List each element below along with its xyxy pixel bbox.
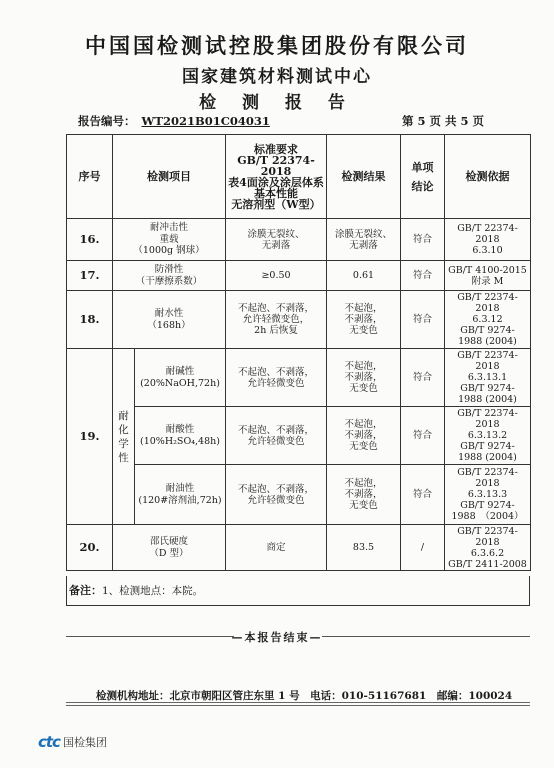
test-result-line: 涂膜无裂纹、	[334, 228, 392, 240]
institution-address: 检测机构地址：北京市朝阳区管庄东里 1 号 电话：010-51167681 邮编：100024	[96, 690, 513, 702]
header-item: 检测项目	[113, 135, 226, 219]
remarks-label: 备注：	[69, 584, 102, 597]
test-item	[135, 349, 226, 407]
table-row	[67, 291, 531, 349]
remarks-box	[66, 576, 530, 606]
test-result-line: 无剥落	[349, 239, 378, 251]
requirement-line: 不起泡、不剥落，	[237, 366, 314, 378]
test-item-line: （168h）	[147, 319, 191, 331]
test-result-line: 不剥落，	[344, 314, 383, 325]
requirement	[226, 349, 327, 407]
header-standard-line: GB/T 22374-2018	[237, 153, 315, 178]
test-item-line: （1000g 钢球）	[133, 245, 205, 257]
footer-rule	[66, 702, 530, 703]
end-of-report: —本报告结束—	[231, 631, 323, 644]
test-result	[327, 349, 401, 407]
verdict: 符合	[401, 219, 445, 261]
test-basis-line: 6.3.12	[472, 314, 503, 325]
test-item-line: 耐碱性	[165, 366, 195, 377]
test-basis	[445, 261, 531, 291]
test-item-line: (120#溶剂油,72h)	[138, 494, 222, 506]
test-result	[327, 407, 401, 465]
page-info: 第 5 页 共 5 页	[402, 114, 485, 128]
test-basis-line: 6.3.6.2	[470, 547, 505, 559]
test-item-line: （D 型）	[149, 547, 189, 559]
verdict: 符合	[401, 407, 445, 465]
test-basis-line: GB/T 22374-2018	[457, 292, 518, 314]
requirement	[226, 219, 327, 261]
requirement-line: 不起泡、不剥落，	[237, 303, 314, 314]
test-item-line: (10%H₂SO₄,48h)	[140, 435, 220, 447]
test-result-line: 83.5	[352, 542, 375, 553]
requirement-line: 允许轻微变色	[247, 494, 305, 506]
verdict: 符合	[401, 261, 445, 291]
requirement-line: 商定	[266, 542, 286, 553]
requirement	[226, 261, 327, 291]
test-basis-line: GB/T 2411-2008	[448, 558, 527, 570]
test-result	[327, 291, 401, 349]
row-number: 20.	[67, 525, 113, 571]
test-basis-line: GB/T 22374-2018	[457, 408, 518, 430]
table-header-row	[67, 135, 531, 219]
table-row	[67, 261, 531, 291]
report-number-label: 报告编号：	[78, 114, 136, 128]
requirement	[226, 291, 327, 349]
test-item-line: 耐酸性	[165, 424, 195, 435]
test-basis	[445, 525, 531, 571]
ctc-logo	[38, 733, 107, 751]
header-standard-line: 无溶剂型（W型）	[231, 197, 321, 211]
test-result-line: 0.61	[352, 270, 375, 281]
report-number	[78, 113, 270, 129]
test-item	[113, 219, 226, 261]
ctc-logo-icon: ctc	[38, 733, 60, 751]
verdict: /	[401, 525, 445, 571]
test-result	[327, 261, 401, 291]
requirement	[226, 525, 327, 571]
footer-rule	[66, 705, 530, 706]
requirement-line: 无剥落	[261, 239, 291, 251]
test-result-line: 不剥落，	[344, 430, 383, 441]
row-number: 19.	[67, 349, 113, 525]
test-item-line: 防滑性	[154, 264, 184, 275]
test-result-line: 不剥落，	[344, 489, 383, 500]
test-basis	[445, 349, 531, 407]
table-row	[67, 219, 531, 261]
table-row	[67, 525, 531, 571]
test-item-line: 重载	[159, 233, 179, 245]
test-basis-line: GB/T 9274-	[460, 500, 515, 511]
test-basis-line: GB/T 22374-2018	[457, 223, 518, 245]
test-result-line: 不起泡，	[344, 303, 383, 314]
end-of-report-text: 本报告结束	[244, 631, 310, 644]
group-label: 耐化学性	[118, 409, 129, 464]
test-item-line: 邵氏硬度	[149, 536, 188, 547]
requirement-line: 允许轻微变色	[247, 435, 305, 447]
test-basis-line: GB/T 9274-	[460, 441, 515, 452]
row-number: 16.	[67, 219, 113, 261]
test-basis-line: 1988 (2004)	[458, 452, 517, 463]
header-seq: 序号	[67, 135, 113, 219]
report-number-value: WT2021B01C04031	[141, 114, 270, 128]
test-basis-line: 附录 M	[471, 275, 504, 287]
requirement-line: 允许轻微变色，	[242, 314, 310, 325]
requirement-line: 允许轻微变色	[247, 377, 305, 389]
header-verdict-line: 结论	[411, 179, 434, 193]
test-basis	[445, 219, 531, 261]
verdict: 符合	[401, 465, 445, 525]
test-basis-line: GB/T 22374-2018	[457, 525, 518, 548]
row-number: 17.	[67, 261, 113, 291]
verdict: 符合	[401, 291, 445, 349]
requirement	[226, 407, 327, 465]
test-result	[327, 525, 401, 571]
test-basis	[445, 465, 531, 525]
test-basis	[445, 291, 531, 349]
document-title: 检 测 报 告	[199, 93, 355, 113]
requirement-line: 2h 后恢复	[254, 325, 298, 336]
test-result-line: 无变色	[349, 325, 378, 336]
test-item-line: （干摩擦系数）	[135, 275, 203, 287]
table-row	[67, 465, 531, 525]
verdict: 符合	[401, 349, 445, 407]
requirement-line: 涂膜无裂纹、	[247, 228, 305, 240]
test-basis-line: 6.3.13.1	[467, 372, 508, 383]
test-basis-line: 1988 (2004)	[458, 336, 517, 347]
test-basis	[445, 407, 531, 465]
test-basis-line: 6.3.13.3	[467, 489, 508, 500]
test-item	[113, 291, 226, 349]
test-result-line: 无变色	[349, 441, 378, 452]
test-item	[135, 465, 226, 525]
test-item	[113, 525, 226, 571]
test-item-line: (20%NaOH,72h)	[140, 377, 220, 389]
test-basis-line: GB/T 4100-2015	[448, 264, 527, 276]
header-result: 检测结果	[327, 135, 401, 219]
header-standard-line: 表4面涂及涂层体系	[228, 175, 324, 189]
header-verdict	[401, 135, 445, 219]
test-basis-line: GB/T 9274-	[460, 383, 515, 394]
header-standard-title: 标准要求	[254, 142, 298, 156]
test-result-line: 不起泡，	[344, 419, 383, 430]
test-basis-line: 1988 （2004）	[451, 511, 524, 522]
requirement-line: 不起泡、不剥落，	[237, 424, 314, 436]
test-basis-line: GB/T 22374-2018	[457, 467, 518, 489]
test-basis-line: 6.3.13.2	[467, 430, 508, 441]
header-standard-line: 基本性能	[254, 186, 298, 200]
remarks-text: 1、检测地点：本院。	[102, 585, 204, 597]
test-result-line: 不起泡，	[344, 361, 383, 372]
test-result-line: 无变色	[349, 383, 378, 394]
test-item	[113, 261, 226, 291]
table-row	[67, 407, 531, 465]
test-basis-line: 6.3.10	[472, 245, 503, 256]
test-basis-line: GB/T 22374-2018	[457, 350, 518, 372]
header-basis: 检测依据	[445, 135, 531, 219]
requirement	[226, 465, 327, 525]
center-name: 国家建筑材料测试中心	[182, 67, 372, 87]
chemical-resistance-group	[113, 349, 135, 525]
test-result	[327, 219, 401, 261]
test-result-line: 不起泡，	[344, 478, 383, 489]
test-result-line: 无变色	[349, 500, 378, 511]
company-name: 中国国检测试控股集团股份有限公司	[85, 33, 469, 58]
row-number: 18.	[67, 291, 113, 349]
requirement-line: ≥0.50	[261, 270, 291, 281]
test-result-line: 不剥落，	[344, 372, 383, 383]
test-item-line: 耐油性	[165, 483, 195, 494]
test-basis-line: 1988 (2004)	[458, 394, 517, 405]
test-item-line: 耐水性	[154, 308, 184, 319]
results-table	[66, 134, 531, 571]
test-item	[135, 407, 226, 465]
test-item-line: 耐冲击性	[149, 222, 188, 234]
test-result	[327, 465, 401, 525]
ctc-logo-text: 国检集团	[62, 736, 107, 749]
header-verdict-line: 单项	[411, 160, 434, 174]
header-standard	[226, 135, 327, 219]
requirement-line: 不起泡、不剥落，	[237, 483, 314, 495]
test-basis-line: GB/T 9274-	[460, 325, 515, 336]
table-row	[67, 349, 531, 407]
